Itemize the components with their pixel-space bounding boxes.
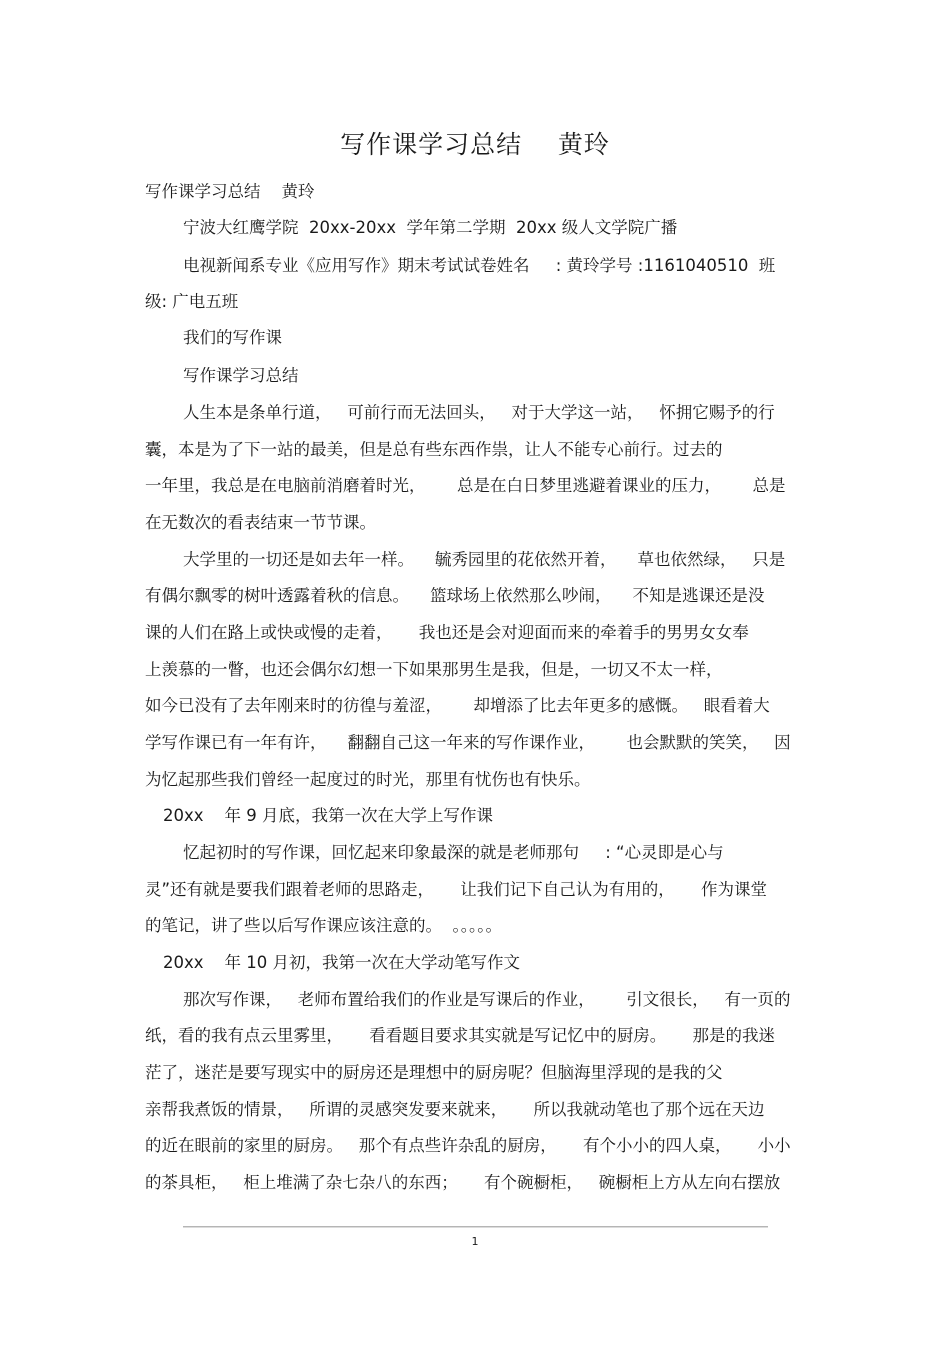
paragraph-line: 纸，看的我有点云里雾里， 看看题目要求其实就是写记忆中的厨房。 那是的我迷 — [145, 1026, 775, 1045]
paragraph-line: 人生本是条单行道， 可前行而无法回头， 对于大学这一站， 怀拥它赐予的行 — [183, 403, 775, 422]
page-number: 1 — [471, 1235, 479, 1248]
paragraph-line: 大学里的一切还是如去年一样。 毓秀园里的花依然开着， 草也依然绿， 只是 — [183, 550, 786, 569]
paragraph-line: 灵”还有就是要我们跟着老师的思路走， 让我们记下自己认为有用的， 作为课堂 — [145, 880, 767, 899]
subtitle-line: 写作课学习总结 黄玲 — [145, 182, 315, 201]
paragraph-line: 茫了，迷茫是要写现实中的厨房还是理想中的厨房呢？但脑海里浮现的是我的父 — [145, 1063, 723, 1082]
paragraph-line: 在无数次的看表结束一节节课。 — [145, 513, 376, 532]
paragraph-line: 的笔记，讲了些以后写作课应该注意的。 。。。。。 — [145, 916, 502, 935]
paragraph-line: 级: 广电五班 — [145, 292, 239, 311]
paragraph-line: 如今已没有了去年刚来时的彷徨与羞涩， 却增添了比去年更多的感慨。 眼看着大 — [145, 696, 770, 715]
footer-divider — [183, 1226, 768, 1227]
document-title: 写作课学习总结 黄玲 — [340, 130, 610, 159]
section-heading: 我们的写作课 — [183, 328, 282, 347]
paragraph-line: 为忆起那些我们曾经一起度过的时光，那里有忧伤也有快乐。 — [145, 770, 591, 789]
paragraph-line: 电视新闻系专业《应用写作》期末考试试卷姓名 : 黄玲学号 :1161040510 班 — [183, 256, 776, 275]
section-heading: 20xx 年 10 月初，我第一次在大学动笔写作文 — [163, 953, 520, 972]
paragraph-line: 上羡慕的一瞥，也还会偶尔幻想一下如果那男生是我，但是，一切又不太一样， — [145, 660, 723, 679]
paragraph-line: 亲帮我煮饭的情景， 所谓的灵感突发要来就来， 所以我就动笔也了那个远在天边 — [145, 1100, 765, 1119]
paragraph-line: 的茶具柜， 柜上堆满了杂七杂八的东西； 有个碗橱柜， 碗橱柜上方从左向右摆放 — [145, 1173, 781, 1192]
paragraph-line: 课的人们在路上或快或慢的走着， 我也还是会对迎面而来的牵着手的男男女女奉 — [145, 623, 749, 642]
paragraph-line: 那次写作课， 老师布置给我们的作业是写课后的作业， 引文很长， 有一页的 — [183, 990, 791, 1009]
section-heading: 写作课学习总结 — [183, 366, 299, 385]
paragraph-line: 的近在眼前的家里的厨房。 那个有点些许杂乱的厨房， 有个小小的四人桌， 小小 — [145, 1136, 791, 1155]
section-heading: 20xx 年 9 月底，我第一次在大学上写作课 — [163, 806, 493, 825]
paragraph-line: 有偶尔飘零的树叶透露着秋的信息。 篮球场上依然那么吵闹， 不知是逃课还是没 — [145, 586, 765, 605]
paragraph-line: 一年里，我总是在电脑前消磨着时光， 总是在白日梦里逃避着课业的压力， 总是 — [145, 476, 786, 495]
paragraph-line: 学写作课已有一年有许， 翻翻自己这一年来的写作课作业， 也会默默的笑笑， 因 — [145, 733, 791, 752]
paragraph-line: 忆起初时的写作课，回忆起来印象最深的就是老师那句 : “心灵即是心与 — [183, 843, 724, 862]
paragraph-line: 宁波大红鹰学院 20xx-20xx 学年第二学期 20xx 级人文学院广播 — [183, 218, 678, 237]
paragraph-line: 囊，本是为了下一站的最美，但是总有些东西作祟，让人不能专心前行。过去的 — [145, 440, 723, 459]
